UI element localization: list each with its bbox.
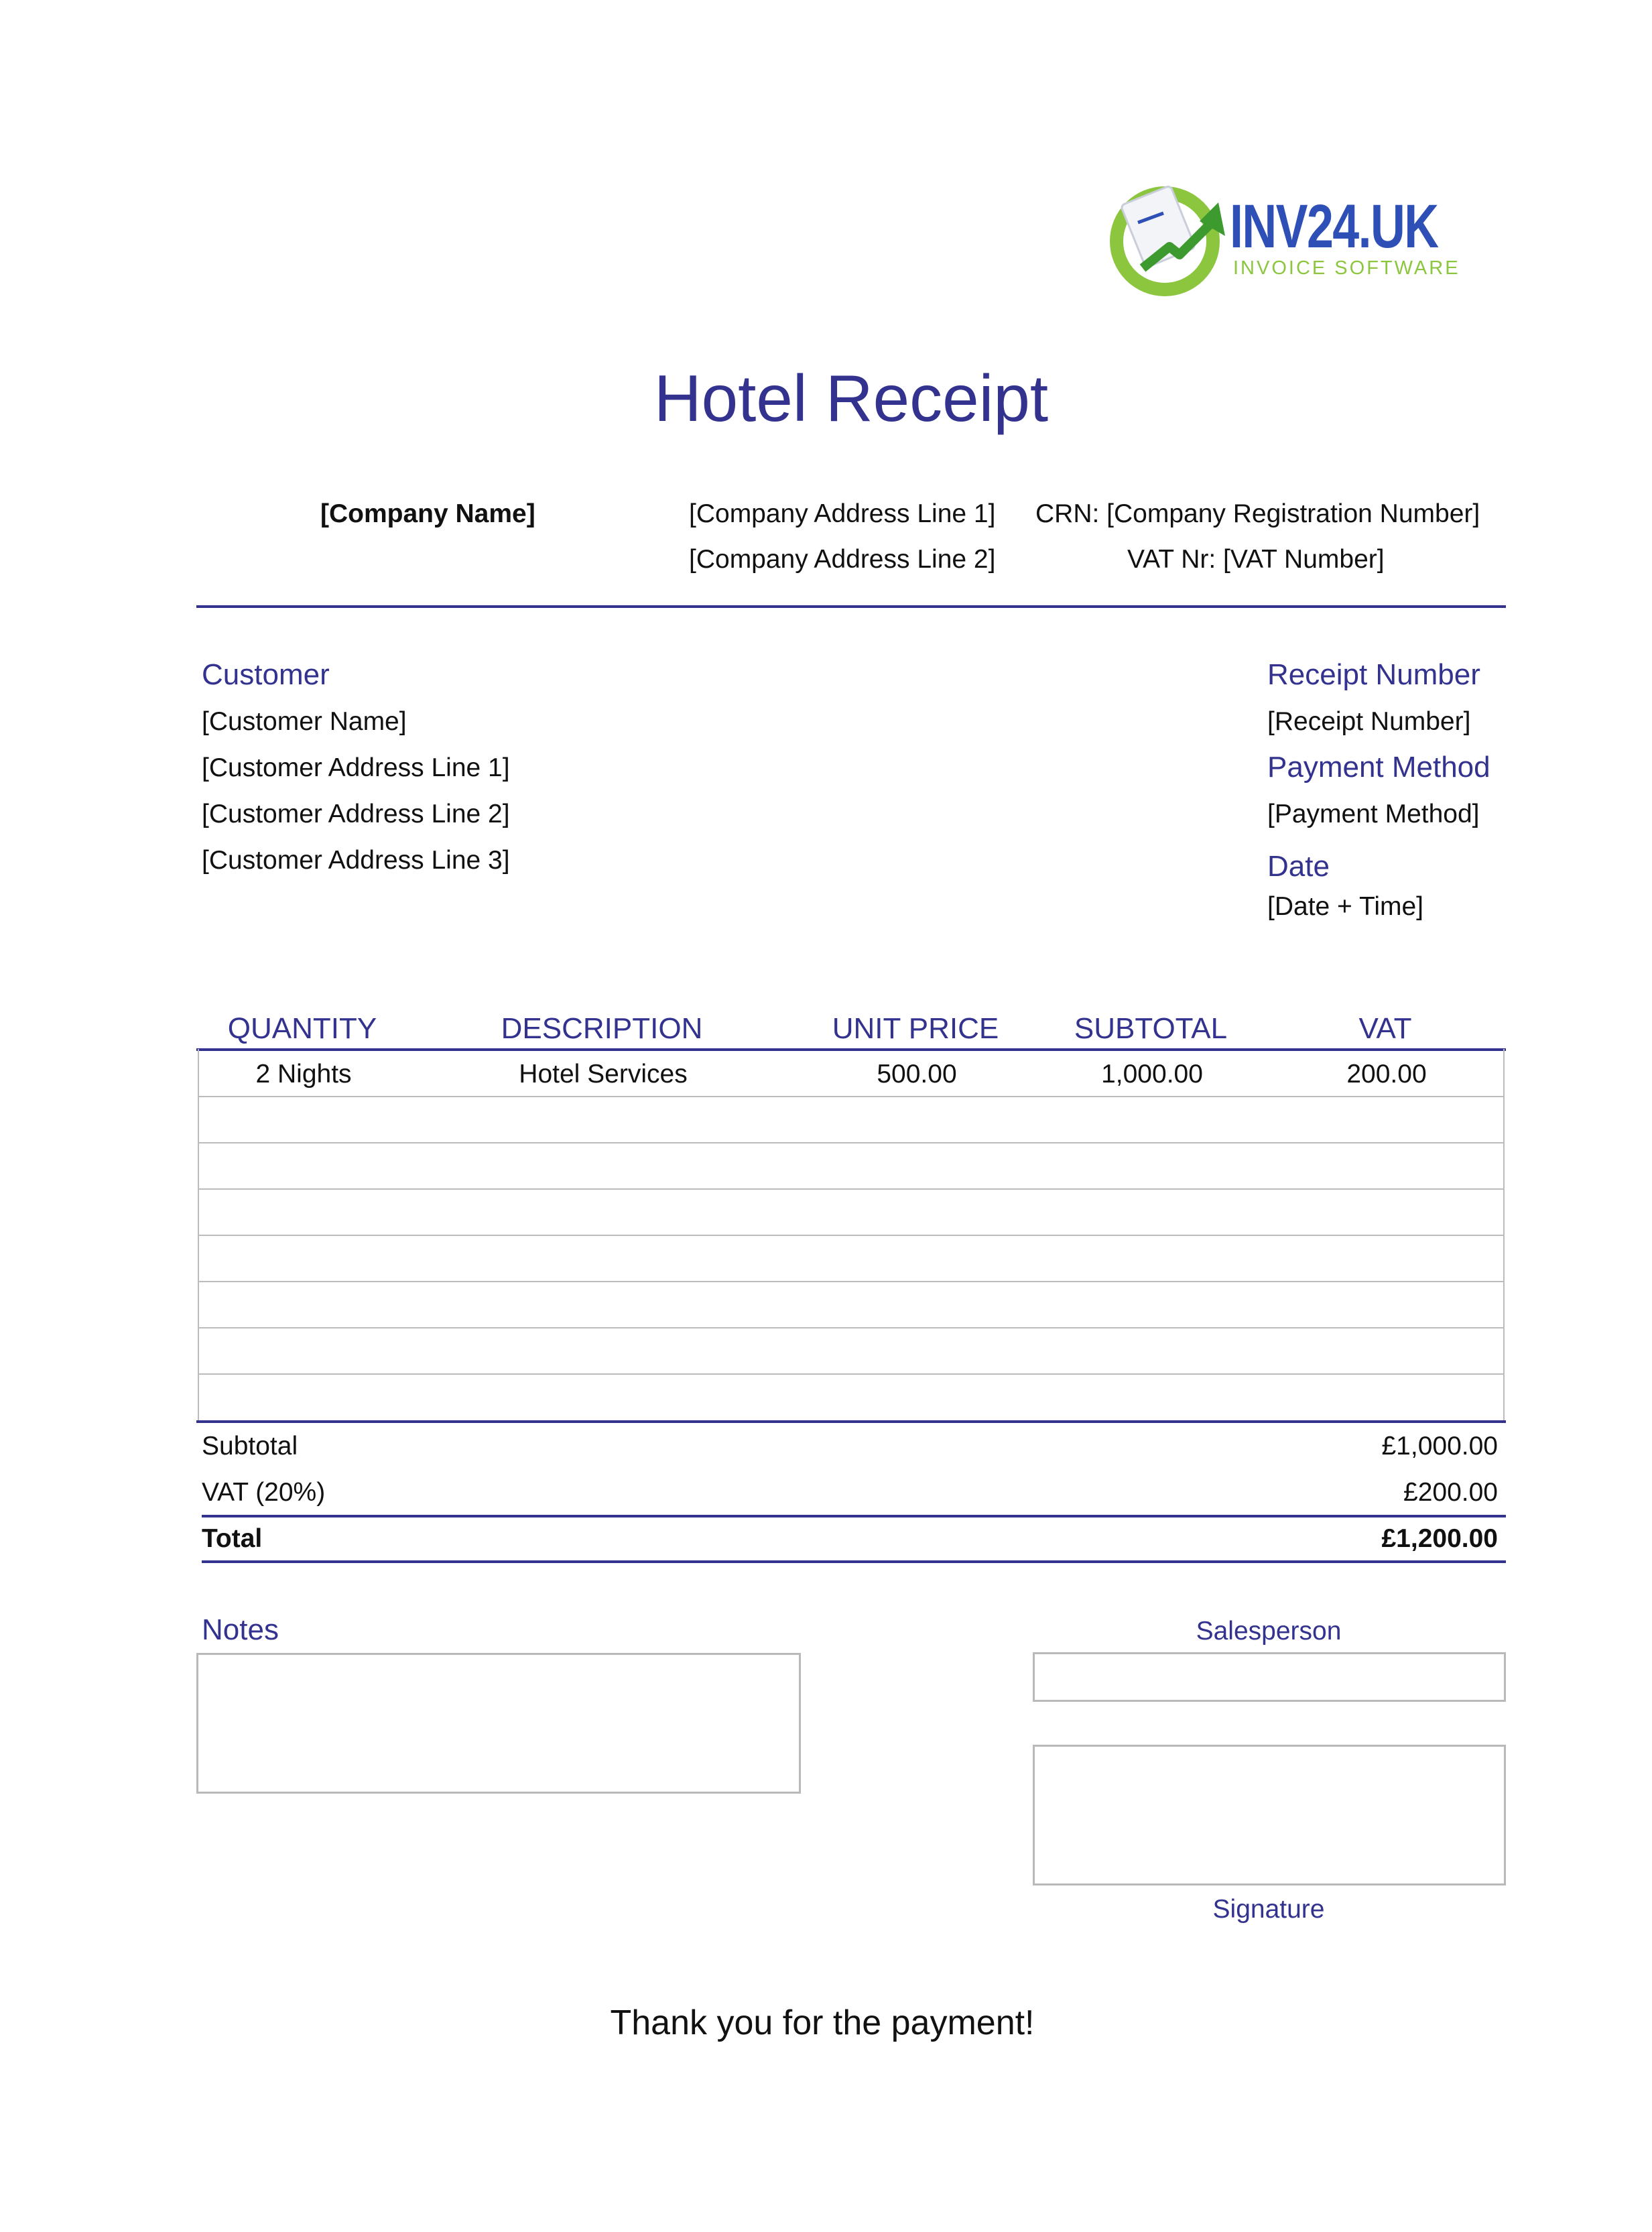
table-row (199, 1051, 1503, 1097)
customer-heading: Customer (202, 658, 330, 691)
column-header-quantity: QUANTITY (227, 1012, 377, 1045)
total-value: £1,200.00 (1381, 1524, 1498, 1553)
logo-icon (1106, 174, 1240, 308)
table-row (199, 1097, 1503, 1143)
vat-value: £200.00 (1403, 1478, 1498, 1507)
column-header-unit-price: UNIT PRICE (832, 1012, 999, 1045)
thank-you-message: Thank you for the payment! (610, 2003, 1035, 2042)
header-divider (196, 605, 1506, 608)
cell-vat: 200.00 (1346, 1060, 1427, 1089)
company-address-line-1: [Company Address Line 1] (689, 499, 996, 528)
table-row (199, 1282, 1503, 1328)
signature-label: Signature (1212, 1895, 1325, 1924)
payment-method-heading: Payment Method (1267, 751, 1490, 784)
total-top-rule (202, 1515, 1506, 1517)
logo-tagline: INVOICE SOFTWARE (1233, 257, 1460, 279)
salesperson-label: Salesperson (1196, 1617, 1342, 1646)
company-name: [Company Name] (320, 499, 535, 528)
total-bottom-rule (202, 1560, 1506, 1563)
customer-name: [Customer Name] (202, 707, 407, 736)
date-heading: Date (1267, 850, 1330, 883)
notes-label: Notes (202, 1613, 279, 1646)
line-items-table (198, 1049, 1505, 1422)
customer-address-line-2: [Customer Address Line 2] (202, 800, 510, 828)
customer-address-line-1: [Customer Address Line 1] (202, 753, 510, 782)
customer-address-line-3: [Customer Address Line 3] (202, 846, 510, 875)
payment-method: [Payment Method] (1267, 800, 1480, 828)
table-row (199, 1375, 1503, 1421)
table-row (199, 1143, 1503, 1190)
signature-box[interactable] (1033, 1745, 1506, 1885)
logo-brand-text: INV24.UK (1230, 192, 1438, 261)
company-crn: CRN: [Company Registration Number] (1035, 499, 1480, 528)
vat-label: VAT (20%) (202, 1478, 326, 1507)
receipt-number-heading: Receipt Number (1267, 658, 1480, 691)
table-row (199, 1190, 1503, 1236)
company-vat-number: VAT Nr: [VAT Number] (1127, 545, 1385, 574)
column-header-subtotal: SUBTOTAL (1074, 1012, 1228, 1045)
total-label: Total (202, 1524, 263, 1553)
cell-quantity: 2 Nights (255, 1060, 352, 1089)
date-time: [Date + Time] (1267, 892, 1424, 921)
subtotal-label: Subtotal (202, 1432, 298, 1461)
table-bottom-rule (196, 1420, 1506, 1423)
company-address-line-2: [Company Address Line 2] (689, 545, 996, 574)
column-header-description: DESCRIPTION (501, 1012, 703, 1045)
receipt-number: [Receipt Number] (1267, 707, 1471, 736)
salesperson-box[interactable] (1033, 1652, 1506, 1702)
notes-box[interactable] (196, 1653, 801, 1794)
cell-unit-price: 500.00 (877, 1060, 957, 1089)
page-title: Hotel Receipt (653, 361, 1049, 435)
cell-subtotal: 1,000.00 (1101, 1060, 1203, 1089)
column-header-vat: VAT (1358, 1012, 1412, 1045)
subtotal-value: £1,000.00 (1381, 1432, 1498, 1461)
cell-description: Hotel Services (519, 1060, 688, 1089)
table-row (199, 1236, 1503, 1282)
table-row (199, 1328, 1503, 1375)
